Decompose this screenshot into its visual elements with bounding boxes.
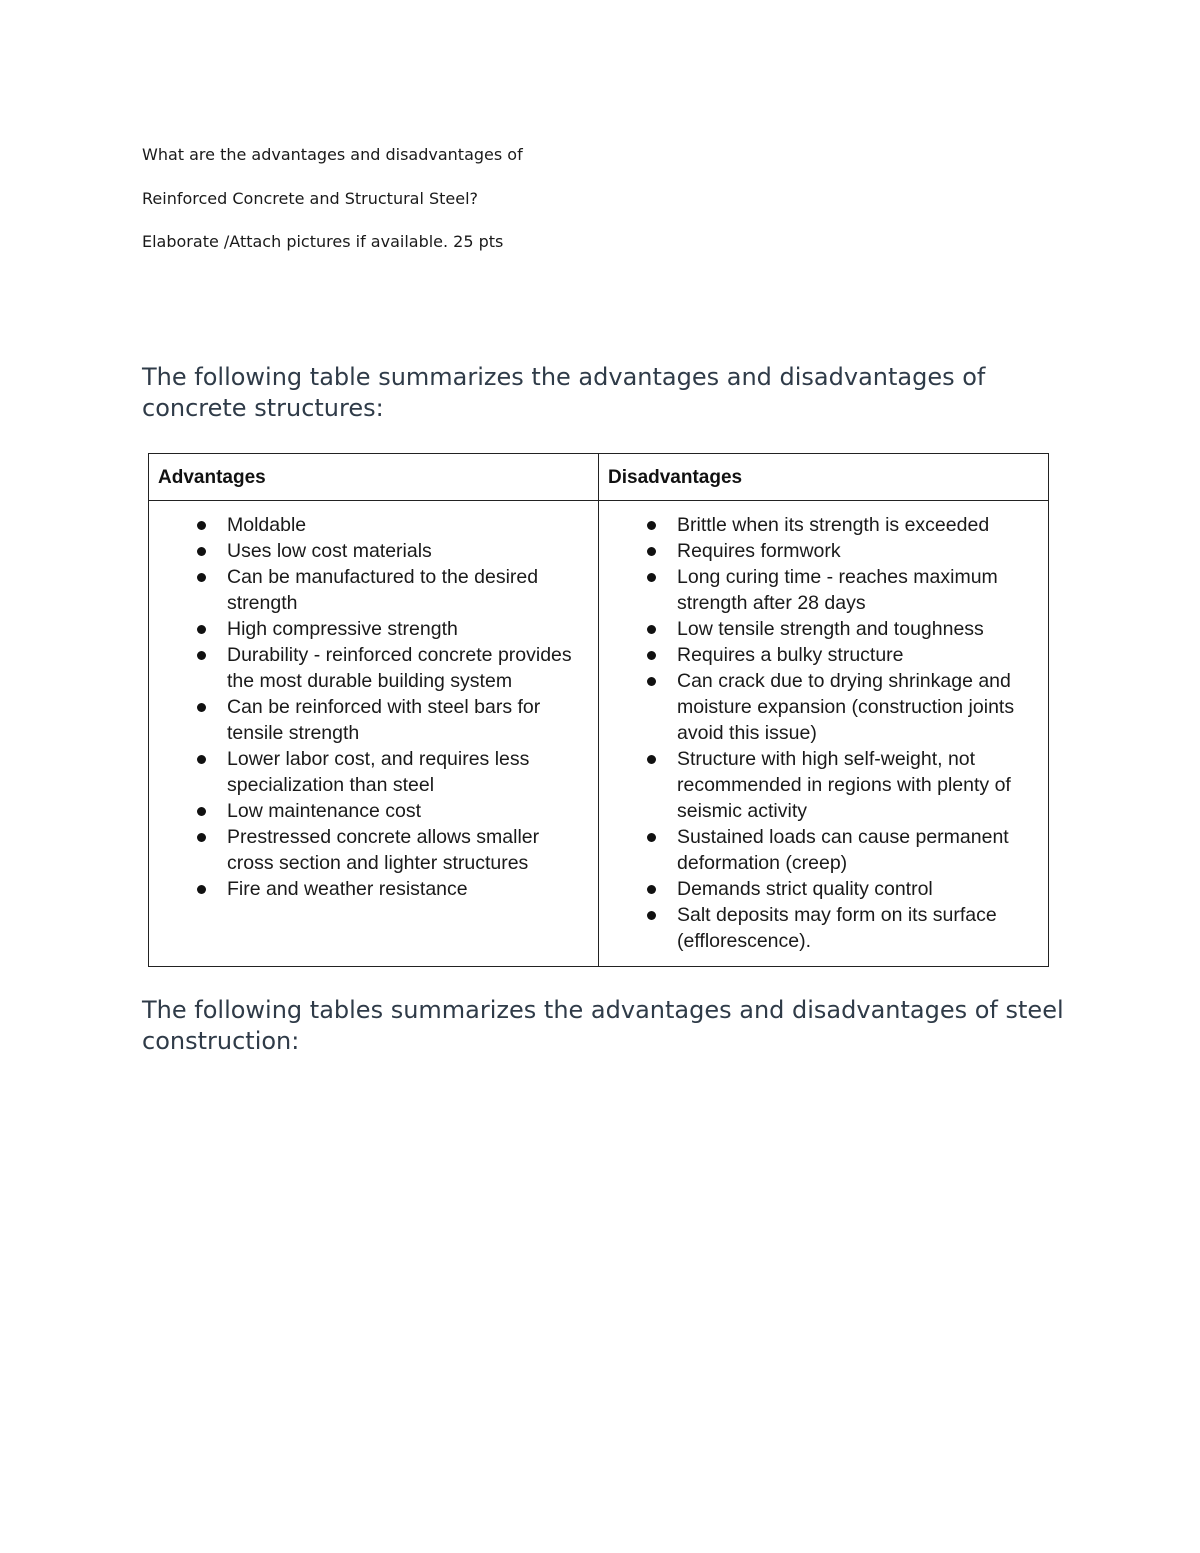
list-item: Fire and weather resistance	[227, 876, 588, 902]
list-item: Long curing time - reaches maximum strength after 28 days	[677, 564, 1038, 616]
list-item: Sustained loads can cause permanent deformation (creep)	[677, 824, 1038, 876]
steel-section-heading: The following tables summarizes the advantages and disadvantages of steel construction:	[142, 996, 1064, 1055]
list-item: Can be manufactured to the desired strength	[227, 564, 588, 616]
disadvantages-list	[609, 512, 1038, 954]
concrete-section-heading: The following table summarizes the advantages and disadvantages of concrete structures:	[142, 363, 986, 422]
list-item: Low maintenance cost	[227, 798, 588, 824]
advantages-list	[159, 512, 588, 902]
question-line-1: What are the advantages and disadvantages of	[142, 145, 523, 164]
list-item: Salt deposits may form on its surface (efflorescence).	[677, 902, 1038, 954]
list-item: Can crack due to drying shrinkage and moisture expansion (construction joints avoid this issue)	[677, 668, 1038, 746]
question-line-2: Reinforced Concrete and Structural Steel?	[142, 189, 479, 208]
table-header-row	[149, 454, 1049, 501]
list-item: Moldable	[227, 512, 588, 538]
advantages-cell	[149, 501, 599, 967]
list-item: Prestressed concrete allows smaller cross section and lighter structures	[227, 824, 588, 876]
list-item: Lower labor cost, and requires less specialization than steel	[227, 746, 588, 798]
list-item: Durability - reinforced concrete provides the most durable building system	[227, 642, 588, 694]
list-item: Brittle when its strength is exceeded	[677, 512, 1038, 538]
list-item: Low tensile strength and toughness	[677, 616, 1038, 642]
list-item: Demands strict quality control	[677, 876, 1038, 902]
list-item: High compressive strength	[227, 616, 588, 642]
list-item: Requires formwork	[677, 538, 1038, 564]
concrete-comparison-table	[148, 453, 1049, 967]
list-item: Requires a bulky structure	[677, 642, 1038, 668]
disadvantages-cell	[599, 501, 1049, 967]
list-item: Uses low cost materials	[227, 538, 588, 564]
list-item: Can be reinforced with steel bars for tensile strength	[227, 694, 588, 746]
list-item: Structure with high self-weight, not recommended in regions with plenty of seismic activity	[677, 746, 1038, 824]
table-row	[149, 501, 1049, 967]
disadvantages-header: Disadvantages	[599, 454, 1049, 501]
advantages-header: Advantages	[149, 454, 599, 501]
question-line-3: Elaborate /Attach pictures if available. 25 pts	[142, 232, 504, 251]
